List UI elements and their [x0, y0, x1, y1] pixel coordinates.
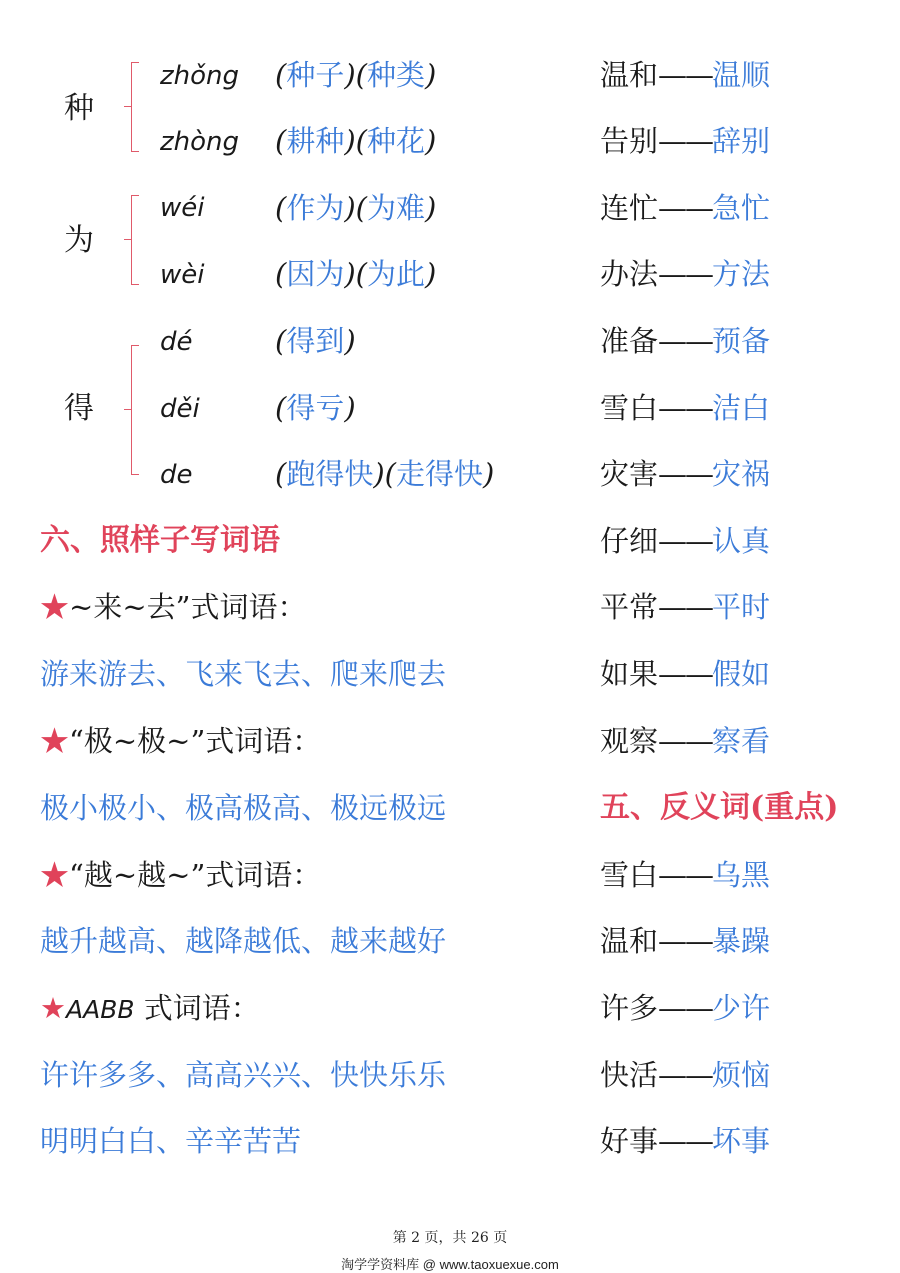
word-pair: 好事——坏事 — [600, 1124, 771, 1158]
word-pair: 平常——平时 — [600, 590, 771, 624]
example-line: 游来游去、飞来飞去、爬来爬去 — [40, 657, 447, 691]
polyphone-bracket — [131, 62, 132, 152]
word-pair: 许多——少许 — [600, 991, 771, 1025]
example-line: 明明白白、辛辛苦苦 — [40, 1124, 302, 1158]
word-pair: 告别——辞别 — [600, 124, 771, 158]
word-pair: 温和——暴躁 — [600, 924, 771, 958]
pattern-label: ★“极~极~”式词语： — [40, 724, 322, 758]
word-pair: 观察——察看 — [600, 724, 771, 758]
pinyin: wèi — [160, 260, 205, 290]
pinyin: děi — [160, 394, 200, 424]
pinyin: zhǒng — [160, 61, 240, 91]
example-words: (跑得快)(走得快) — [275, 457, 495, 491]
polyphone-char: 得 — [64, 391, 94, 426]
pattern-label: ★AABB 式词语： — [40, 991, 260, 1025]
word-pair: 连忙——急忙 — [600, 191, 771, 225]
star-icon: ★ — [40, 724, 70, 758]
word-pair: 雪白——洁白 — [600, 391, 771, 425]
example-line: 越升越高、越降越低、越来越好 — [40, 924, 447, 958]
word-pair: 办法——方法 — [600, 257, 771, 291]
polyphone-bracket — [131, 195, 132, 285]
polyphone-bracket — [131, 345, 132, 475]
example-line: 极小极小、极高极高、极远极远 — [40, 791, 447, 825]
site-credit: 淘学学资料库 @ www.taoxuexue.com — [341, 1257, 559, 1272]
pinyin: zhòng — [160, 127, 240, 157]
polyphone-char: 为 — [64, 223, 94, 258]
word-pair: 雪白——乌黑 — [600, 858, 771, 892]
example-words: (得到) — [275, 324, 356, 358]
example-words: (种子)(种类) — [275, 58, 437, 92]
section-five-title: 五、反义词(重点) — [600, 790, 839, 825]
word-pair: 灾害——灾祸 — [600, 457, 771, 491]
word-pair: 仔细——认真 — [600, 524, 771, 558]
word-pair: 快活——烦恼 — [600, 1058, 771, 1092]
pinyin: dé — [160, 327, 193, 357]
pinyin: de — [160, 460, 193, 490]
polyphone-char: 种 — [64, 91, 94, 126]
pattern-label: ★“越~越~”式词语： — [40, 858, 322, 892]
example-words: (作为)(为难) — [275, 191, 437, 225]
example-words: (耕种)(种花) — [275, 124, 437, 158]
star-icon: ★ — [40, 991, 66, 1025]
word-pair: 准备——预备 — [600, 324, 771, 358]
word-pair: 温和——温顺 — [600, 58, 771, 92]
pinyin: wéi — [160, 193, 205, 223]
example-words: (因为)(为此) — [275, 257, 437, 291]
section-six-title: 六、照样子写词语 — [40, 523, 280, 558]
example-words: (得亏) — [275, 391, 356, 425]
example-line: 许许多多、高高兴兴、快快乐乐 — [40, 1058, 447, 1092]
word-pair: 如果——假如 — [600, 657, 771, 691]
page-number: 第 2 页，共 26 页 — [392, 1230, 508, 1246]
star-icon: ★ — [40, 858, 70, 892]
star-icon: ★ — [40, 590, 70, 624]
pattern-label: ★~来~去”式词语： — [40, 590, 307, 624]
